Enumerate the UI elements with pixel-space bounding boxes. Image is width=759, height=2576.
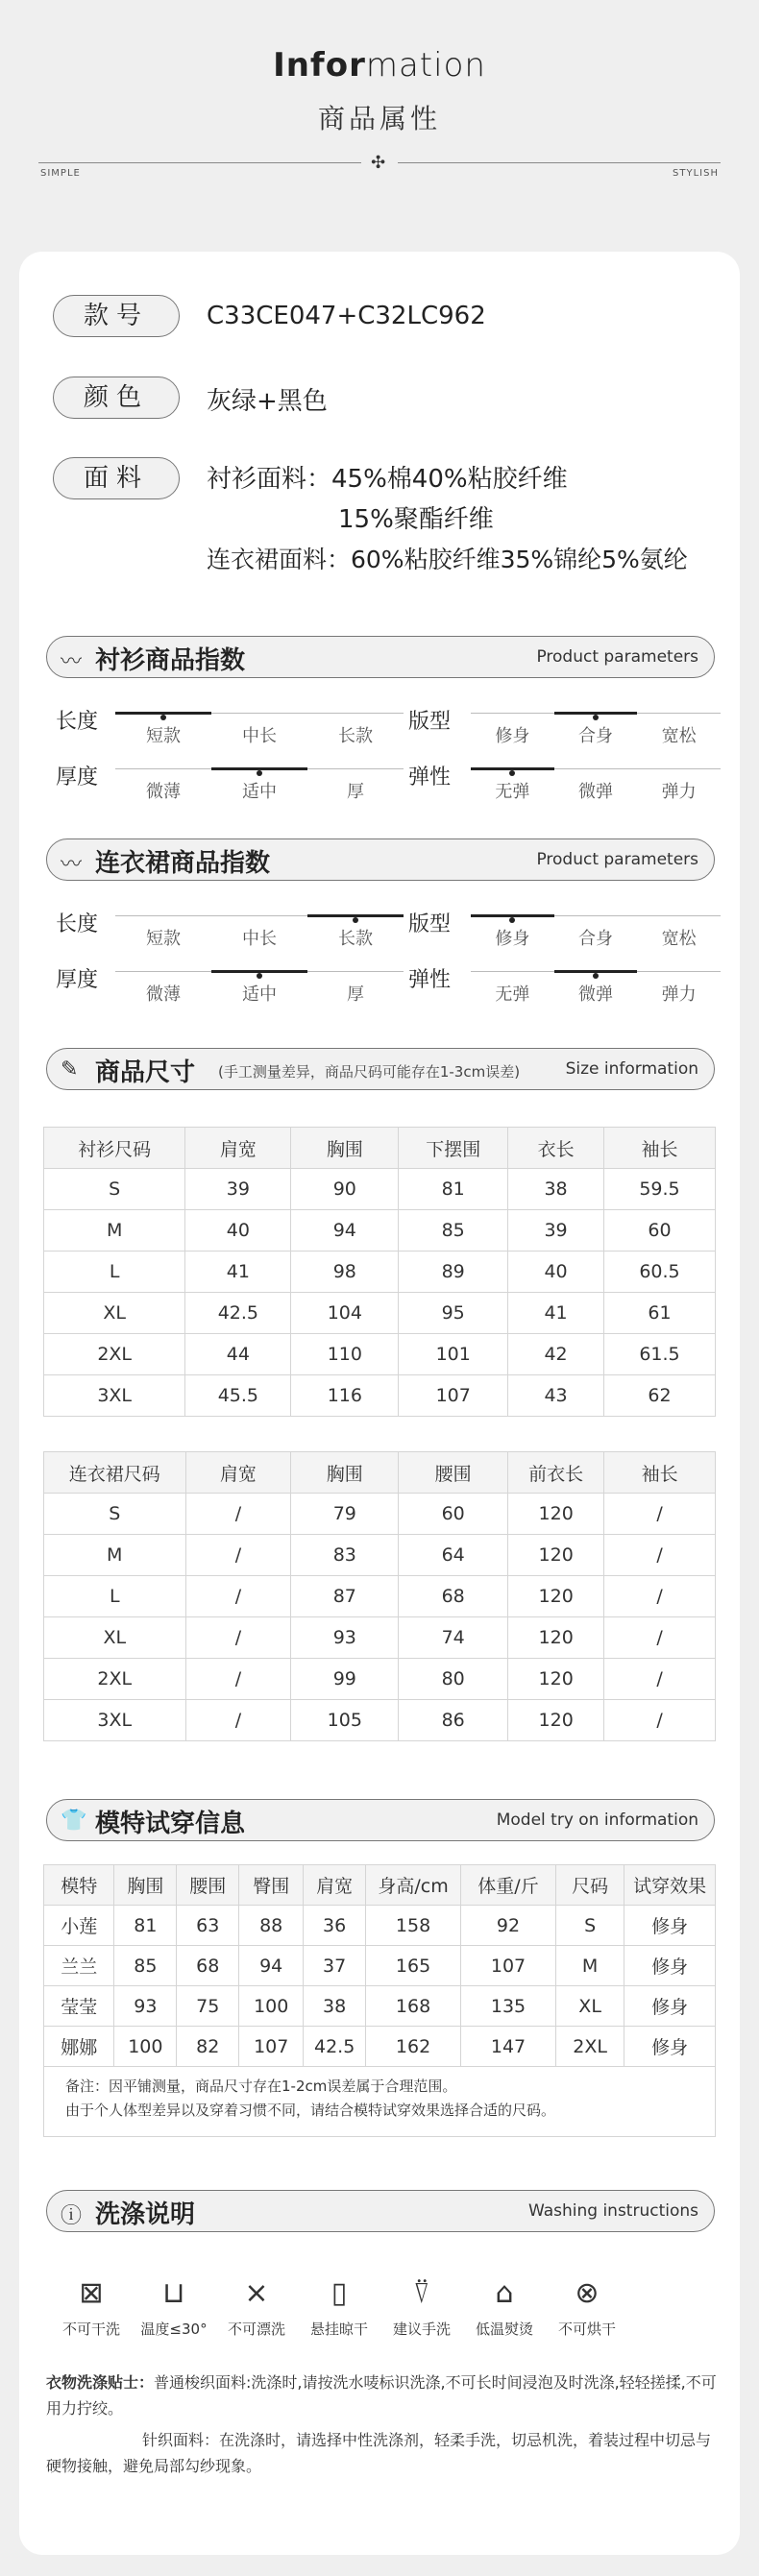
wash-item [296,2276,382,2339]
model-table [43,1864,716,2067]
model-note-line2: 由于个人体型差异以及穿着习惯不同，请结合模特试穿效果选择合适的尺码。 [65,2102,556,2119]
dress-param-label: 版型 [408,912,452,936]
dress-size-cell: 87 [291,1576,399,1617]
shirt-size-header-cell: 袖长 [604,1128,716,1169]
dress-size-cell: / [604,1700,716,1741]
model-cell: 168 [366,1986,461,2027]
model-cell: 修身 [624,2027,716,2067]
shirt-size-header-cell: 胸围 [291,1128,399,1169]
dress-param-option: 短款 [146,929,181,949]
model-row [44,1946,716,1986]
shirt-size-cell: 38 [508,1169,604,1210]
dress-size-cell: 2XL [44,1659,186,1700]
dress-param-option: 修身 [495,929,530,949]
dress-size-cell: XL [44,1617,186,1659]
shirt-size-row [44,1210,716,1252]
dress-size-cell: / [604,1617,716,1659]
wash-item-label: 低温熨烫 [475,2321,533,2338]
dress-size-table [43,1451,716,1741]
size-title: 商品尺寸 [95,1058,196,1087]
shirt-param-dot [257,770,262,776]
dress-size-cell: 86 [399,1700,508,1741]
dress-size-cell: 93 [291,1617,399,1659]
shirt-size-cell: 61.5 [604,1334,716,1375]
model-cell: 92 [461,1906,556,1946]
model-header-cell: 腰围 [177,1865,239,1906]
page-title [0,46,759,85]
model-note [65,2075,555,2123]
dress-size-row [44,1535,716,1576]
dress-size-cell: 120 [508,1494,604,1535]
shirt-size-cell: 40 [185,1210,291,1252]
dress-param-label: 厚度 [56,968,99,992]
model-cell: 158 [366,1906,461,1946]
dress-size-cell: / [604,1535,716,1576]
header-left-tag: SIMPLE [40,168,81,179]
model-header-cell: 身高/cm [366,1865,461,1906]
wash-item [379,2276,465,2339]
model-cell: 莹莹 [44,1986,114,2027]
size-note: (手工测量差异，商品尺码可能存在1-3cm误差) [218,1063,521,1081]
model-cell: 82 [177,2027,239,2067]
shirt-size-cell: 45.5 [185,1375,291,1417]
shirt-size-cell: 2XL [44,1334,185,1375]
dress-param-option: 宽松 [661,929,697,949]
shirt-size-cell: S [44,1169,185,1210]
shirt-size-row [44,1169,716,1210]
info-icon: ⓘ [61,2204,83,2228]
dress-size-cell: L [44,1576,186,1617]
shirt-size-cell: 60 [604,1210,716,1252]
model-cell: 162 [366,2027,461,2067]
divider-left [38,162,361,163]
shirt-param-label: 长度 [56,710,99,734]
dress-index-en: Product parameters [536,850,698,869]
code-value: C33CE047+C32LC962 [207,302,486,330]
ruler-icon: ✎ [61,1057,79,1081]
shirt-param-option: 长款 [338,726,373,746]
dress-param-dot [353,917,358,923]
dress-index-title: 连衣裙商品指数 [95,849,271,878]
dress-index-header [46,838,715,881]
fabric-line1: 衬衫面料：45%棉40%粘胶纤维 [207,465,568,494]
dress-size-cell: / [185,1617,291,1659]
dress-size-cell: 80 [399,1659,508,1700]
shirt-icon: 👕 [61,1809,87,1833]
dress-param-label: 弹性 [408,968,452,992]
shirt-param-option: 无弹 [495,782,530,802]
shirt-size-header-cell: 肩宽 [185,1128,291,1169]
shirt-size-cell: 107 [399,1375,508,1417]
hand-wash-icon: ⍢ [413,2276,430,2310]
model-cell: 36 [304,1906,366,1946]
model-cell: 147 [461,2027,556,2067]
shirt-param-option: 弹力 [661,782,697,802]
dress-size-row [44,1659,716,1700]
model-header-cell: 肩宽 [304,1865,366,1906]
shirt-param-dot [160,715,166,720]
model-header-cell: 模特 [44,1865,114,1906]
dress-size-header-cell: 胸围 [291,1452,399,1494]
model-cell: 兰兰 [44,1946,114,1986]
model-en: Model try on information [496,1810,698,1830]
shirt-size-row [44,1375,716,1417]
model-header-cell: 尺码 [555,1865,624,1906]
dress-size-cell: / [185,1576,291,1617]
wash-item-label: 不可干洗 [61,2321,120,2338]
shirt-size-cell: 39 [508,1210,604,1252]
shirt-index-title: 衬衫商品指数 [95,646,246,675]
model-cell: 94 [239,1946,304,1986]
title-light: mation [365,46,486,85]
shirt-size-row [44,1252,716,1293]
shirt-param-label: 厚度 [56,766,99,790]
shirt-size-cell: L [44,1252,185,1293]
dress-param-dot [593,973,599,979]
shirt-size-cell: 94 [291,1210,399,1252]
model-title: 模特试穿信息 [95,1810,246,1838]
wash-title: 洗涤说明 [95,2200,196,2229]
model-cell: 2XL [555,2027,624,2067]
shirt-param-option: 短款 [146,726,181,746]
wash-item [213,2276,300,2339]
size-header [46,1048,715,1090]
dress-param-option: 无弹 [495,984,530,1005]
dress-size-header-cell: 袖长 [604,1452,716,1494]
dress-size-cell: 120 [508,1659,604,1700]
size-en: Size information [565,1059,698,1079]
shirt-size-cell: 41 [508,1293,604,1334]
model-cell: 88 [239,1906,304,1946]
shirt-param-option: 适中 [242,782,277,802]
shirt-size-cell: 43 [508,1375,604,1417]
shirt-size-cell: 85 [399,1210,508,1252]
shirt-size-cell: 90 [291,1169,399,1210]
shirt-size-header-row [44,1128,716,1169]
dress-size-cell: 60 [399,1494,508,1535]
dress-size-cell: / [185,1494,291,1535]
shirt-size-cell: 89 [399,1252,508,1293]
fabric-label: 面料 [53,457,180,499]
model-header-cell: 臀围 [239,1865,304,1906]
model-cell: 75 [177,1986,239,2027]
model-cell: 42.5 [304,2027,366,2067]
shirt-size-cell: 39 [185,1169,291,1210]
shirt-size-cell: 61 [604,1293,716,1334]
wash-30-icon: ⊔ [162,2276,185,2310]
model-cell: 修身 [624,1946,716,1986]
model-cell: 38 [304,1986,366,2027]
dress-param-option: 适中 [242,984,277,1005]
no-tumble-dry-icon: ⊗ [575,2276,600,2310]
model-cell: 107 [239,2027,304,2067]
shirt-size-cell: 98 [291,1252,399,1293]
model-row [44,1986,716,2027]
dress-param-option: 合身 [578,929,613,949]
model-cell: 修身 [624,1986,716,2027]
dress-size-cell: / [185,1700,291,1741]
wash-text-1-label: 衣物洗涤贴士： [46,2373,155,2392]
shirt-param-option: 中长 [242,726,277,746]
shirt-index-en: Product parameters [536,647,698,667]
wash-text-1 [46,2369,723,2421]
dress-size-cell: / [604,1659,716,1700]
hang-dry-icon: ▯ [331,2276,348,2310]
shirt-size-cell: 42 [508,1334,604,1375]
model-row [44,2027,716,2067]
trend-icon: 〰 [61,853,83,877]
shirt-size-cell: 59.5 [604,1169,716,1210]
dress-size-cell: 120 [508,1700,604,1741]
shirt-size-cell: 101 [399,1334,508,1375]
model-row [44,1906,716,1946]
fabric-line3: 连衣裙面料：60%粘胶纤维35%锦纶5%氨纶 [207,546,688,573]
model-note-line1: 备注：因平铺测量，商品尺寸存在1-2cm误差属于合理范围。 [65,2078,457,2095]
shirt-param-option: 宽松 [661,726,697,746]
dress-param-option: 中长 [242,929,277,949]
dress-size-cell: 79 [291,1494,399,1535]
shirt-size-cell: 41 [185,1252,291,1293]
cross-icon: ✣ [371,153,386,173]
dress-param-label: 长度 [56,912,99,936]
shirt-size-header-cell: 衬衫尺码 [44,1128,185,1169]
model-cell: 63 [177,1906,239,1946]
model-header [46,1799,715,1841]
model-cell: 小莲 [44,1906,114,1946]
shirt-size-cell: M [44,1210,185,1252]
wash-item [544,2276,630,2339]
dress-size-cell: 83 [291,1535,399,1576]
model-header-cell: 体重/斤 [461,1865,556,1906]
dress-param-option: 微弹 [578,984,613,1005]
model-cell: 100 [114,2027,177,2067]
model-cell: 107 [461,1946,556,1986]
shirt-size-cell: 81 [399,1169,508,1210]
shirt-size-header-cell: 衣长 [508,1128,604,1169]
shirt-size-cell: 95 [399,1293,508,1334]
wash-item-label: 温度≤30° [140,2321,208,2338]
shirt-size-row [44,1293,716,1334]
dress-size-cell: 120 [508,1617,604,1659]
fabric-line2: 15%聚酯纤维 [338,505,494,534]
shirt-param-option: 合身 [578,726,613,746]
dress-param-option: 长款 [338,929,373,949]
low-iron-icon: ⌂ [495,2276,514,2310]
model-cell: M [555,1946,624,1986]
no-dry-clean-icon: ⊠ [79,2276,104,2310]
color-label: 颜色 [53,377,180,419]
dress-param-option: 弹力 [661,984,697,1005]
trend-icon: 〰 [61,650,83,674]
shirt-size-cell: XL [44,1293,185,1334]
shirt-size-table [43,1127,716,1417]
dress-size-cell: M [44,1535,186,1576]
dress-size-cell: / [185,1659,291,1700]
dress-size-cell: 120 [508,1576,604,1617]
header-right-tag: STYLISH [673,168,719,179]
shirt-param-label: 版型 [408,710,452,734]
wash-item-label: 悬挂晾干 [309,2321,368,2338]
model-cell: 娜娜 [44,2027,114,2067]
dress-size-cell: 3XL [44,1700,186,1741]
shirt-param-label: 弹性 [408,766,452,790]
dress-size-header-row [44,1452,716,1494]
shirt-size-cell: 3XL [44,1375,185,1417]
model-cell: 85 [114,1946,177,1986]
wash-item [461,2276,548,2339]
dress-size-cell: S [44,1494,186,1535]
wash-text-1-body: 普通梭织面料:洗涤时,请按洗水唛标识洗涤,不可长时间浸泡及时洗涤,轻轻搓揉,不可用力拧绞。 [46,2373,717,2418]
shirt-size-cell: 40 [508,1252,604,1293]
model-cell: 68 [177,1946,239,1986]
shirt-size-header-cell: 下摆围 [399,1128,508,1169]
model-cell: S [555,1906,624,1946]
shirt-param-option: 厚 [347,782,364,802]
dress-size-header-cell: 前衣长 [508,1452,604,1494]
model-header-cell: 试穿效果 [624,1865,716,1906]
dress-size-cell: 68 [399,1576,508,1617]
dress-param-dot [257,973,262,979]
shirt-size-row [44,1334,716,1375]
wash-item-label: 建议手洗 [392,2321,451,2338]
model-cell: 100 [239,1986,304,2027]
model-cell: 修身 [624,1906,716,1946]
shirt-param-option: 微弹 [578,782,613,802]
model-cell: 81 [114,1906,177,1946]
dress-size-cell: / [604,1494,716,1535]
dress-param-option: 厚 [347,984,364,1005]
model-cell: 135 [461,1986,556,2027]
model-cell: 165 [366,1946,461,1986]
dress-size-cell: 105 [291,1700,399,1741]
dress-size-cell: 99 [291,1659,399,1700]
wash-text-2: 针织面料：在洗涤时，请选择中性洗涤剂，轻柔手洗，切忌机洗，着装过程中切忌与硬物接触，避免局部勾纱现象。 [46,2431,712,2475]
shirt-param-dot [593,715,599,720]
shirt-size-cell: 116 [291,1375,399,1417]
model-cell: XL [555,1986,624,2027]
page-subtitle: 商品属性 [317,103,441,134]
dress-size-cell: 120 [508,1535,604,1576]
wash-header [46,2190,715,2232]
wash-item [48,2276,135,2339]
dress-size-cell: / [185,1535,291,1576]
divider-right [398,162,721,163]
dress-size-cell: / [604,1576,716,1617]
model-cell: 37 [304,1946,366,1986]
code-label: 款号 [53,295,180,337]
dress-size-row [44,1494,716,1535]
dress-size-cell: 64 [399,1535,508,1576]
shirt-size-cell: 62 [604,1375,716,1417]
dress-param-option: 微薄 [146,984,181,1005]
wash-item [131,2276,217,2339]
dress-size-row [44,1576,716,1617]
shirt-param-option: 微薄 [146,782,181,802]
model-header-cell: 胸围 [114,1865,177,1906]
model-header-row [44,1865,716,1906]
dress-size-header-cell: 肩宽 [185,1452,291,1494]
color-value: 灰绿+黑色 [207,387,328,416]
shirt-param-option: 修身 [495,726,530,746]
title-bold: Infor [273,46,366,85]
wash-item-label: 不可烘干 [557,2321,616,2338]
dress-size-header-cell: 连衣裙尺码 [44,1452,186,1494]
wash-item-label: 不可漂洗 [227,2321,285,2338]
shirt-size-cell: 42.5 [185,1293,291,1334]
dress-size-header-cell: 腰围 [399,1452,508,1494]
dress-size-row [44,1700,716,1741]
shirt-size-cell: 110 [291,1334,399,1375]
model-cell: 93 [114,1986,177,2027]
dress-size-row [44,1617,716,1659]
no-bleach-icon: ⨯ [244,2276,269,2310]
shirt-size-cell: 44 [185,1334,291,1375]
shirt-size-cell: 60.5 [604,1252,716,1293]
shirt-size-cell: 104 [291,1293,399,1334]
shirt-index-header [46,636,715,678]
dress-size-cell: 74 [399,1617,508,1659]
wash-en: Washing instructions [527,2201,698,2221]
